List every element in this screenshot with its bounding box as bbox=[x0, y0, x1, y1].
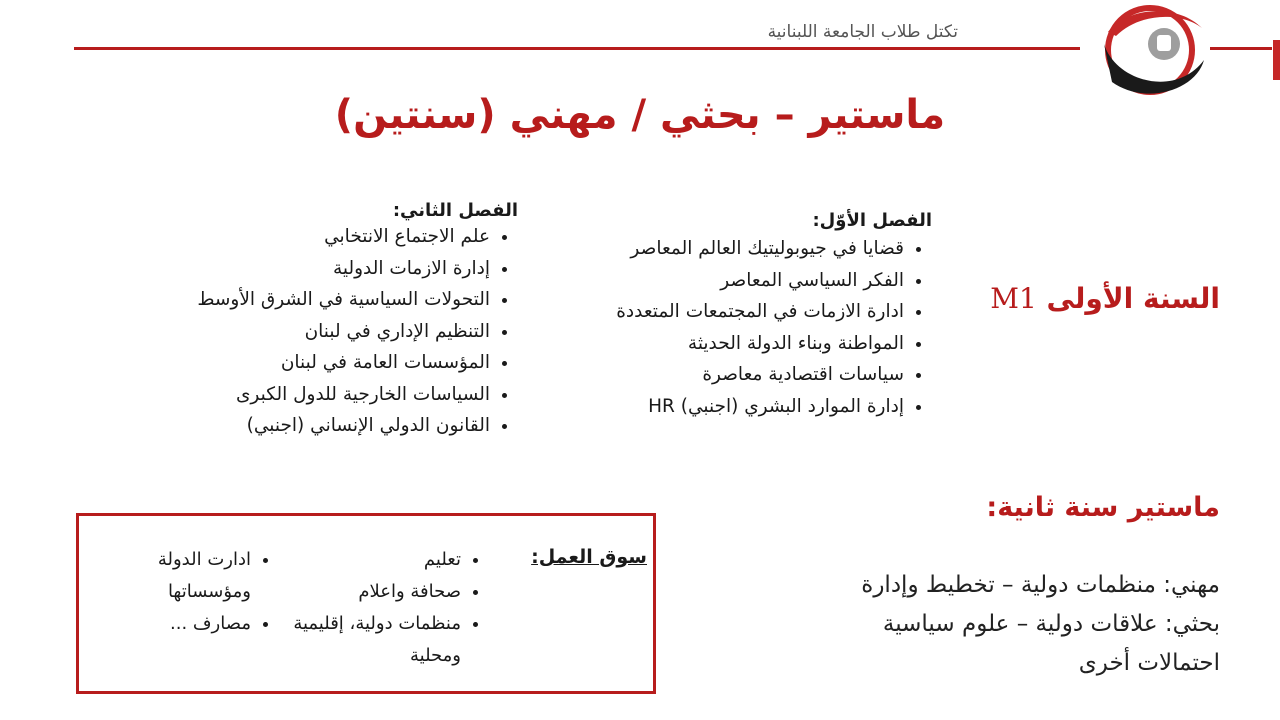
job-item: • ادارت الدولة ومؤسساتها bbox=[87, 544, 251, 608]
year2-line: احتمالات أخرى bbox=[1078, 650, 1220, 676]
semester2-section bbox=[150, 200, 518, 442]
job-market-title: سوق العمل: bbox=[531, 546, 647, 568]
header-divider bbox=[74, 47, 1080, 50]
slide-title: ماستير – بحثي / مهني (سنتين) bbox=[334, 92, 946, 138]
course-item: • المؤسسات العامة في لبنان bbox=[150, 347, 490, 379]
semester1-course-list bbox=[560, 233, 932, 422]
job-list-2 bbox=[87, 544, 277, 640]
year2-options bbox=[780, 566, 1220, 683]
year1-code: M1 bbox=[990, 282, 1037, 315]
year2-line: مهني: منظمات دولية – تخطيط وإدارة bbox=[861, 572, 1220, 598]
course-item: • إدارة الموارد البشري (اجنبي) HR bbox=[560, 391, 904, 423]
semester2-title: الفصل الثاني: bbox=[392, 200, 518, 221]
header-divider-right bbox=[1210, 47, 1272, 50]
organization-logo bbox=[1086, 2, 1208, 104]
course-item: • علم الاجتماع الانتخابي bbox=[150, 221, 490, 253]
course-item: • سياسات اقتصادية معاصرة bbox=[560, 359, 904, 391]
job-item: • منظمات دولية، إقليمية ومحلية bbox=[287, 608, 461, 672]
job-market-column-1 bbox=[287, 544, 487, 672]
course-item: • القانون الدولي الإنساني (اجنبي) bbox=[150, 410, 490, 442]
course-item: • التحولات السياسية في الشرق الأوسط bbox=[150, 284, 490, 316]
job-item: • تعليم bbox=[287, 544, 461, 576]
year1-label bbox=[960, 282, 1220, 315]
course-item: • السياسات الخارجية للدول الكبرى bbox=[150, 379, 490, 411]
job-market-column-2 bbox=[87, 544, 277, 640]
course-item: • المواطنة وبناء الدولة الحديثة bbox=[560, 328, 904, 360]
year2-title: ماستير سنة ثانية: bbox=[986, 492, 1220, 523]
semester2-course-list bbox=[150, 221, 518, 442]
year2-line: بحثي: علاقات دولية – علوم سياسية bbox=[882, 611, 1220, 637]
header-org-name: تكتل طلاب الجامعة اللبنانية bbox=[767, 22, 958, 42]
course-item: • إدارة الازمات الدولية bbox=[150, 253, 490, 285]
course-item: • قضايا في جيوبوليتيك العالم المعاصر bbox=[560, 233, 904, 265]
course-item: • الفكر السياسي المعاصر bbox=[560, 265, 904, 297]
job-market-box bbox=[76, 513, 656, 694]
course-item: • ادارة الازمات في المجتمعات المتعددة bbox=[560, 296, 904, 328]
semester1-section bbox=[560, 210, 932, 422]
job-list-1 bbox=[287, 544, 487, 672]
year1-label-text: السنة الأولى bbox=[1046, 282, 1220, 315]
semester1-title: الفصل الأوّل: bbox=[812, 210, 932, 231]
job-item: • صحافة واعلام bbox=[287, 576, 461, 608]
course-item: • التنظيم الإداري في لبنان bbox=[150, 316, 490, 348]
job-item: • مصارف ... bbox=[87, 608, 251, 640]
slide-edge-accent bbox=[1273, 40, 1280, 80]
